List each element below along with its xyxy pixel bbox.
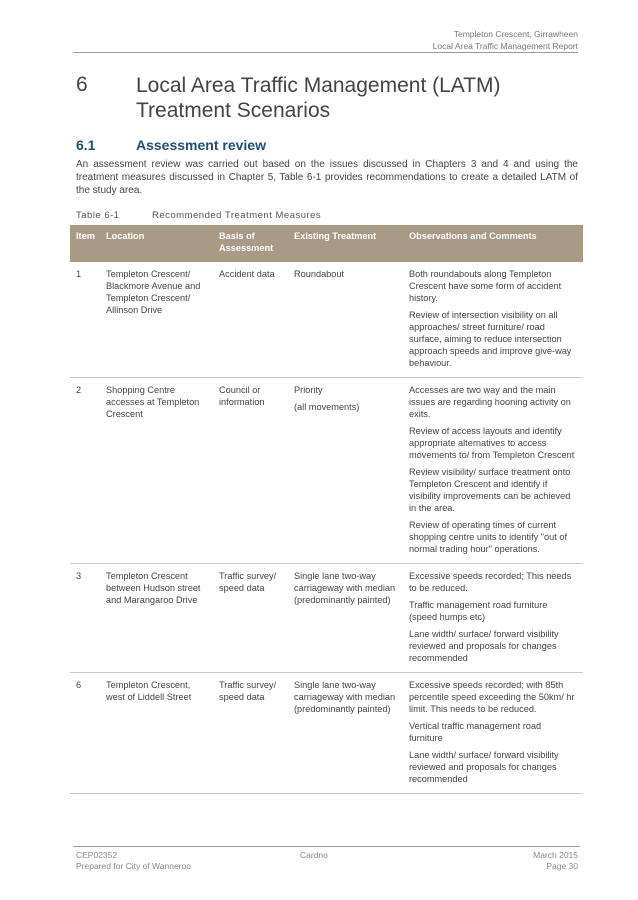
section-intro-paragraph: An assessment review was carried out based on the issues discussed in Chapters 3 and 4 and using the treatment measures discussed in Chapter 5, Table 6-1 provides recommendations to create a detailed LATM of the study area. — [76, 159, 578, 196]
footer-right — [533, 850, 578, 872]
table-caption-title: Recommended Treatment Measures — [152, 210, 322, 221]
cell-observations — [403, 673, 583, 794]
observation: Excessive speeds recorded; with 85th percentile speed exceeding the 50km/ hr limit. This needs to be reduced. — [409, 680, 575, 714]
existing-treatment: Priority — [294, 385, 323, 395]
column-header-basis: Basis of Assessment — [213, 225, 288, 262]
cell-existing — [288, 378, 403, 564]
column-header-observations: Observations and Comments — [403, 225, 583, 262]
running-header — [433, 28, 578, 52]
cell-item: 1 — [70, 262, 100, 378]
chapter-title: Local Area Traffic Management (LATM) Treatment Scenarios — [136, 74, 501, 122]
observation: Review of access layouts and identify appropriate alternatives to access movements to/ from Templeton Crescent — [409, 426, 575, 460]
footer-doc-ref: CEP02352 — [76, 850, 118, 860]
observation: Review of intersection visibility on all approaches/ street furniture/ road surface, aiming to reduce intersection approach speeds and improve give-way behaviour. — [409, 310, 572, 368]
observation: Review visibility/ surface treatment onto Templeton Crescent and identify if visibility improvements can be achieved in the area. — [409, 467, 571, 513]
cell-basis: Accident data — [213, 262, 288, 378]
table-row — [70, 262, 583, 378]
cell-existing — [288, 564, 403, 673]
footer-date: March 2015 — [533, 850, 578, 860]
cell-location: Templeton Crescent between Hudson street and Marangaroo Drive — [100, 564, 213, 673]
treatment-measures-table — [70, 225, 583, 794]
footer-prepared-for: Prepared for City of Wanneroo — [76, 861, 191, 871]
observation: Lane width/ surface/ forward visibility reviewed and proposals for changes recommended — [409, 750, 559, 784]
observation: Excessive speeds recorded; This needs to be reduced. — [409, 571, 572, 593]
cell-item: 3 — [70, 564, 100, 673]
existing-treatment: Roundabout — [294, 269, 345, 279]
cell-basis: Traffic survey/ speed data — [213, 673, 288, 794]
observation: Traffic management road furniture (speed humps etc) — [409, 600, 548, 622]
column-header-item: Item — [70, 225, 100, 262]
observation: Both roundabouts along Templeton Crescent have some form of accident history. — [409, 269, 562, 303]
header-divider — [73, 52, 578, 53]
observation: Review of operating times of current shopping centre units to identify "out of normal trading hour" operations. — [409, 520, 568, 554]
cell-basis: Council or information — [213, 378, 288, 564]
cell-item: 2 — [70, 378, 100, 564]
table-caption-label: Table 6-1 — [76, 210, 120, 221]
table-header-row — [70, 225, 583, 262]
footer-left — [76, 850, 191, 872]
footer-page-number: Page 30 — [546, 861, 578, 871]
observation: Accesses are two way and the main issues are regarding hooning activity on exits. — [409, 385, 571, 419]
chapter-number: 6 — [76, 73, 88, 96]
cell-observations — [403, 378, 583, 564]
table-row — [70, 378, 583, 564]
column-header-location: Location — [100, 225, 213, 262]
existing-treatment-note: (all movements) — [294, 402, 360, 412]
table-row — [70, 564, 583, 673]
cell-item: 6 — [70, 673, 100, 794]
cell-existing — [288, 673, 403, 794]
existing-treatment: Single lane two-way carriageway with median (predominantly painted) — [294, 680, 396, 714]
table-caption — [76, 210, 321, 221]
section-number: 6.1 — [76, 137, 96, 153]
header-line-1: Templeton Crescent, Girrawheen — [453, 29, 578, 39]
table-row — [70, 673, 583, 794]
existing-treatment: Single lane two-way carriageway with median (predominantly painted) — [294, 571, 396, 605]
header-line-2: Local Area Traffic Management Report — [432, 41, 578, 51]
cell-location: Templeton Crescent/ Blackmore Avenue and Templeton Crescent/ Allinson Drive — [100, 262, 213, 378]
cell-location: Shopping Centre accesses at Templeton Crescent — [100, 378, 213, 564]
section-title: Assessment review — [136, 137, 266, 153]
cell-location: Templeton Crescent, west of Liddell Street — [100, 673, 213, 794]
footer-divider — [73, 846, 580, 847]
cell-observations — [403, 262, 583, 378]
footer-company: Cardno — [300, 850, 328, 860]
cell-existing — [288, 262, 403, 378]
observation: Lane width/ surface/ forward visibility reviewed and proposals for changes recommended — [409, 629, 559, 663]
cell-observations — [403, 564, 583, 673]
cell-basis: Traffic survey/ speed data — [213, 564, 288, 673]
column-header-existing: Existing Treatment — [288, 225, 403, 262]
observation: Vertical traffic management road furniture — [409, 721, 542, 743]
